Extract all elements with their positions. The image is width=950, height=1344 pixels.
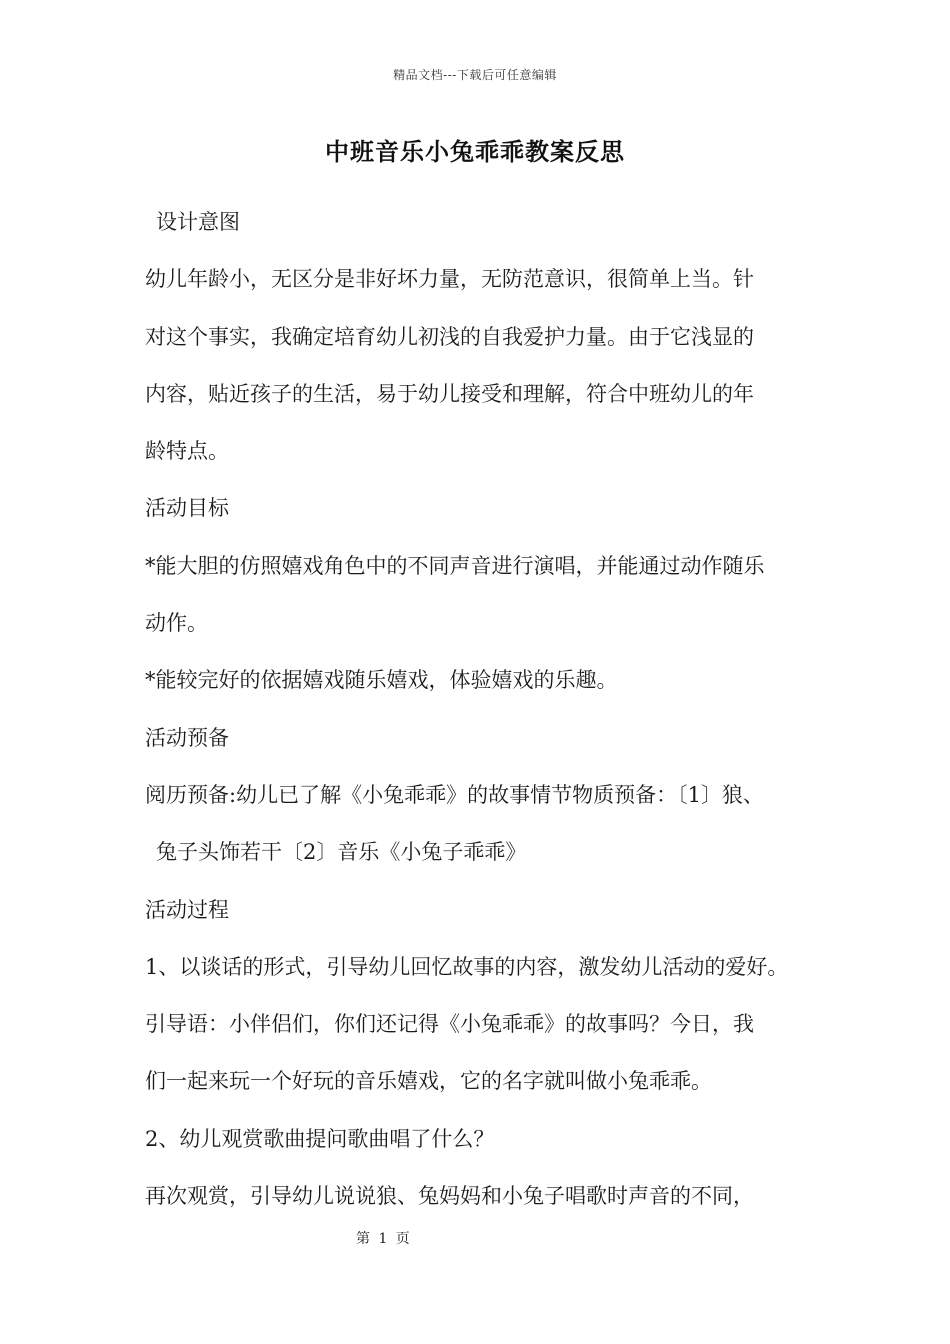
paragraph-line: 们一起来玩一个好玩的音乐嬉戏，它的名字就叫做小兔乖乖。: [145, 1069, 712, 1094]
paragraph-line: *能较完好的依据嬉戏随乐嬉戏，体验嬉戏的乐趣。: [145, 668, 618, 693]
paragraph-line: 2、幼儿观赏歌曲提问歌曲唱了什么？: [145, 1126, 495, 1151]
paragraph-line: 阅历预备:幼儿已了解《小兔乖乖》的故事情节物质预备：〔1〕狼、: [145, 782, 764, 807]
section-heading-process: 活动过程: [145, 897, 229, 922]
paragraph-line: *能大胆的仿照嬉戏角色中的不同声音进行演唱，并能通过动作随乐: [145, 553, 765, 578]
document-body: [145, 194, 835, 1225]
paragraph-line: 1、以谈话的形式，引导幼儿回忆故事的内容，激发幼儿活动的爱好。: [145, 954, 789, 979]
paragraph-line: 再次观赏，引导幼儿说说狼、兔妈妈和小兔子唱歌时声音的不同，: [145, 1184, 754, 1209]
paragraph-line: 对这个事实，我确定培育幼儿初浅的自我爱护力量。由于它浅显的: [145, 324, 754, 349]
paragraph-line: 兔子头饰若干〔2〕音乐《小兔子乖乖》: [156, 840, 527, 865]
header-note: 精品文档---下载后可任意编辑: [393, 68, 557, 82]
paragraph-line: 动作。: [145, 611, 208, 636]
section-heading-design: 设计意图: [156, 210, 240, 234]
section-heading-goals: 活动目标: [145, 496, 229, 521]
paragraph-line: 幼儿年龄小，无区分是非好坏力量，无防范意识，很简单上当。针: [145, 267, 754, 292]
page-number: 第 1 页: [356, 1231, 412, 1247]
paragraph-line: 内容，贴近孩子的生活，易于幼儿接受和理解，符合中班幼儿的年: [145, 381, 754, 406]
paragraph-line: 引导语：小伴侣们，你们还记得《小兔乖乖》的故事吗？今日，我: [145, 1012, 754, 1037]
paragraph-line: 龄特点。: [145, 439, 229, 464]
section-heading-preparation: 活动预备: [145, 725, 229, 750]
document-title: 中班音乐小兔乖乖教案反思: [325, 137, 625, 166]
